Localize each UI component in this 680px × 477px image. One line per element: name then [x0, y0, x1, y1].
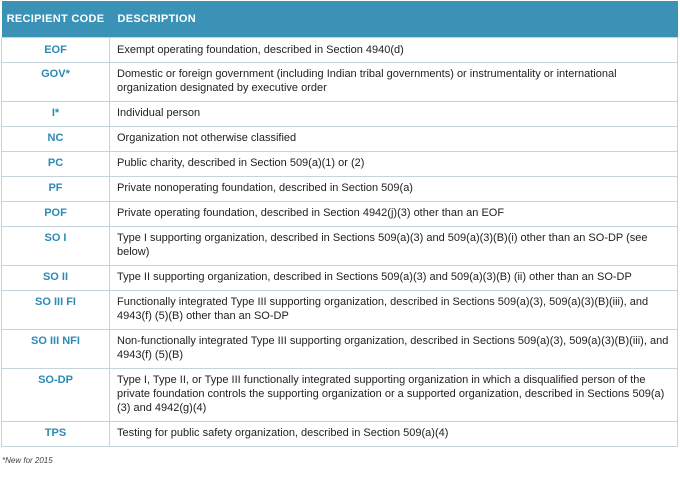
description-cell: Individual person [110, 101, 678, 126]
table-row [2, 421, 678, 446]
table-row [2, 101, 678, 126]
recipient-code-table [1, 1, 678, 447]
table-row [2, 226, 678, 265]
recipient-code-cell: SO I [2, 226, 110, 265]
table-row [2, 201, 678, 226]
description-cell: Functionally integrated Type III supporting organization, described in Sections 509(a)(3), 509(a)(3)(B)(iii), and 4943(f) (5)(B) other than an SO-DP [110, 290, 678, 329]
recipient-code-cell: EOF [2, 37, 110, 62]
description-cell: Organization not otherwise classified [110, 126, 678, 151]
description-cell: Testing for public safety organization, described in Section 509(a)(4) [110, 421, 678, 446]
description-cell: Exempt operating foundation, described in Section 4940(d) [110, 37, 678, 62]
description-cell: Type II supporting organization, described in Sections 509(a)(3) and 509(a)(3)(B) (ii) other than an SO-DP [110, 265, 678, 290]
description-cell: Private operating foundation, described in Section 4942(j)(3) other than an EOF [110, 201, 678, 226]
table-row [2, 62, 678, 101]
description-cell: Private nonoperating foundation, described in Section 509(a) [110, 176, 678, 201]
recipient-code-cell: SO III FI [2, 290, 110, 329]
description-cell: Non-functionally integrated Type III supporting organization, described in Sections 509(a)(3), 509(a)(3)(B)(iii), and 4943(f) (5)(B) [110, 329, 678, 368]
description-cell: Type I supporting organization, described in Sections 509(a)(3) and 509(a)(3)(B)(i) other than an SO-DP (see below) [110, 226, 678, 265]
recipient-code-cell: I* [2, 101, 110, 126]
table-row [2, 329, 678, 368]
recipient-code-table-container [1, 1, 678, 447]
recipient-code-cell: NC [2, 126, 110, 151]
table-row [2, 290, 678, 329]
recipient-code-cell: TPS [2, 421, 110, 446]
header-recipient-code: RECIPIENT CODE [2, 1, 110, 37]
description-cell: Type I, Type II, or Type III functionally integrated supporting organization in which a disqualified person of the private foundation controls the supporting organization or a supported organization, described in Sections 509(a)(3) and 4942(g)(4) [110, 368, 678, 421]
table-row [2, 126, 678, 151]
recipient-code-cell: SO-DP [2, 368, 110, 421]
recipient-code-cell: POF [2, 201, 110, 226]
recipient-code-cell: PC [2, 151, 110, 176]
description-cell: Domestic or foreign government (including Indian tribal governments) or instrumentality or international organization designated by executive order [110, 62, 678, 101]
recipient-code-cell: SO III NFI [2, 329, 110, 368]
footnote: *New for 2015 [2, 456, 53, 465]
header-description: DESCRIPTION [110, 1, 678, 37]
table-row [2, 37, 678, 62]
table-row [2, 265, 678, 290]
table-row [2, 151, 678, 176]
description-cell: Public charity, described in Section 509(a)(1) or (2) [110, 151, 678, 176]
recipient-code-cell: SO II [2, 265, 110, 290]
recipient-code-cell: PF [2, 176, 110, 201]
table-row [2, 368, 678, 421]
recipient-code-cell: GOV* [2, 62, 110, 101]
table-row [2, 176, 678, 201]
table-header-row [2, 1, 678, 37]
